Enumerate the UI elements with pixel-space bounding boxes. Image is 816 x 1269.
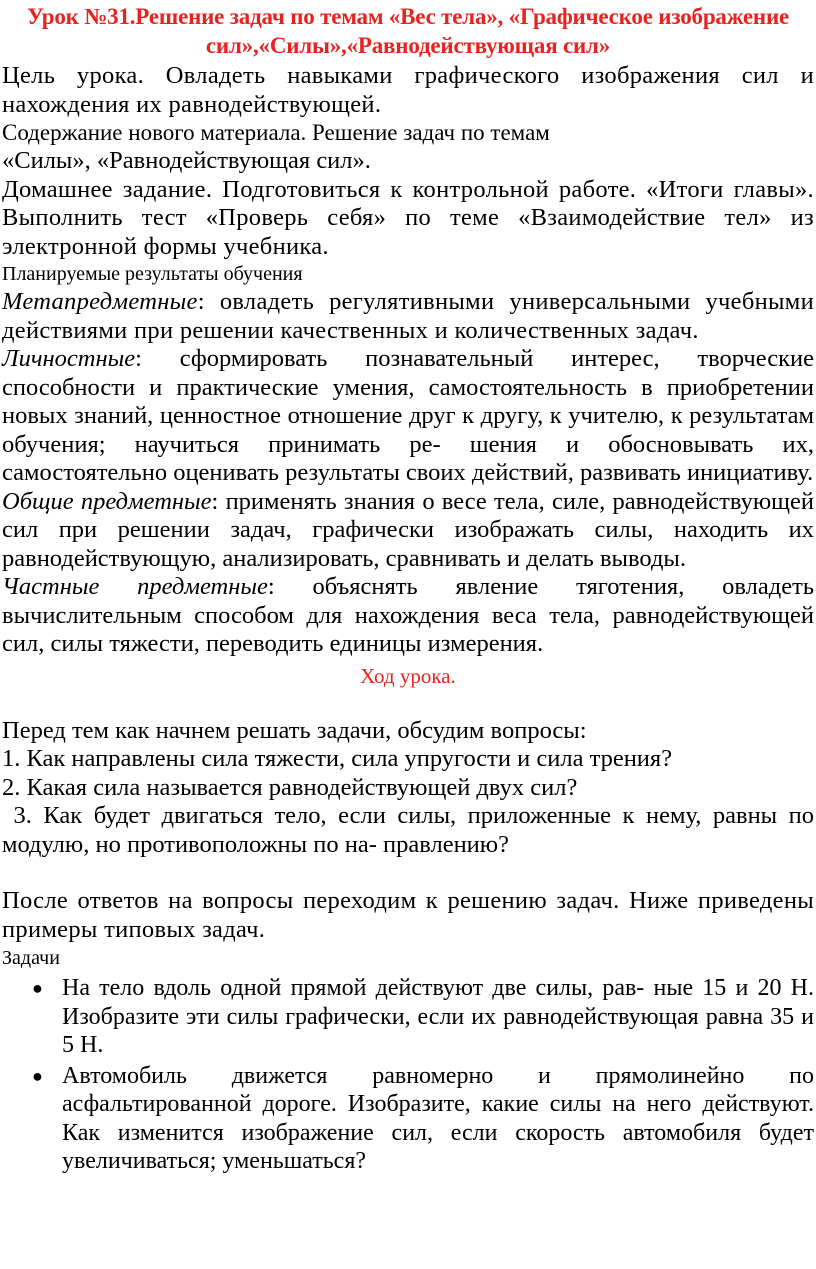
result-label: Метапредметные	[2, 288, 198, 315]
tasks-heading: Задачи	[2, 947, 60, 969]
result-text: : применять знания о весе тела, силе, равнодействующей сил при решении задач, графически изображать силы, находить их равнодействующую, анализировать, сравнивать и делать выводы.	[2, 487, 814, 572]
page-title: Урок №31.Решение задач по темам «Вес тела», «Графическое изображение сил»,«Силы»,«Равнодействующая сил»	[26, 4, 790, 58]
spacer	[2, 859, 814, 887]
result-label: Личностные	[2, 345, 136, 372]
result-metasubject	[2, 288, 814, 345]
result-label: Общие предметные	[2, 487, 212, 515]
lesson-progress-heading: Ход урока.	[360, 663, 456, 688]
task-list	[2, 974, 814, 1176]
bullet-icon: ●	[32, 1065, 43, 1086]
result-general-subject	[2, 488, 814, 574]
result-text: : сформировать познавательный интерес, творческие способности и практические умения, самостоятельность в приобретении новых знаний, ценностное отношение друг к другу, к учителю, к результатам обучения; научиться принимать ре- шения и обосновывать их, самостоятельно оценивать результаты своих действий, развивать инициативу.	[2, 345, 814, 486]
result-text: : овладеть регулятивными универсальными учебными действиями при решении качественных и количественных задач.	[2, 288, 814, 344]
task-item	[2, 974, 814, 1060]
bullet-icon: ●	[32, 978, 43, 998]
questions-intro: Перед тем как начнем решать задачи, обсудим вопросы:	[2, 716, 587, 744]
question-item: 3. Как будет двигаться тело, если силы, приложенные к нему, равны по модулю, но противоположны по на- правлению?	[2, 802, 815, 858]
task-text: Автомобиль движется равномерно и прямолинейно по асфальтированной дороге. Изобразите, какие силы на него действуют. Как изменится изображение сил, если скорость автомобиля будет увеличиваться; уменьшаться?	[62, 1062, 814, 1174]
result-specific-subject	[2, 573, 814, 659]
content-line-1: Содержание нового материала. Решение задач по темам	[2, 120, 550, 145]
after-answers: После ответов на вопросы переходим к решению задач. Ниже приведены примеры типовых задач.	[2, 887, 814, 943]
spacer	[2, 689, 814, 717]
question-item: 2. Какая сила называется равнодействующей двух сил?	[2, 773, 578, 801]
task-text: На тело вдоль одной прямой действуют две силы, рав- ные 15 и 20 Н. Изобразите эти силы графически, если их равнодействующая равна 35 и 5 Н.	[62, 975, 814, 1058]
result-text: : объяснять явление тяготения, овладеть вычислительным способом для нахождения веса тела, равнодействующей сил, силы тяжести, переводить единицы измерения.	[2, 573, 814, 657]
result-personal	[2, 345, 814, 488]
lesson-goal: Цель урока. Овладеть навыками графического изображения сил и нахождения их равнодействующей.	[2, 62, 814, 118]
task-item	[2, 1062, 814, 1176]
result-label: Частные предметные	[2, 573, 268, 600]
content-line-2: «Силы», «Равнодействующая сил».	[2, 147, 371, 174]
homework: Домашнее задание. Подготовиться к контрольной работе. «Итоги главы». Выполнить тест «Проверь себя» по теме «Взаимодействие тел» из электронной формы учебника.	[2, 175, 814, 260]
question-item: 1. Как направлены сила тяжести, сила упругости и сила трения?	[2, 745, 673, 772]
results-heading: Планируемые результаты обучения	[2, 263, 303, 285]
